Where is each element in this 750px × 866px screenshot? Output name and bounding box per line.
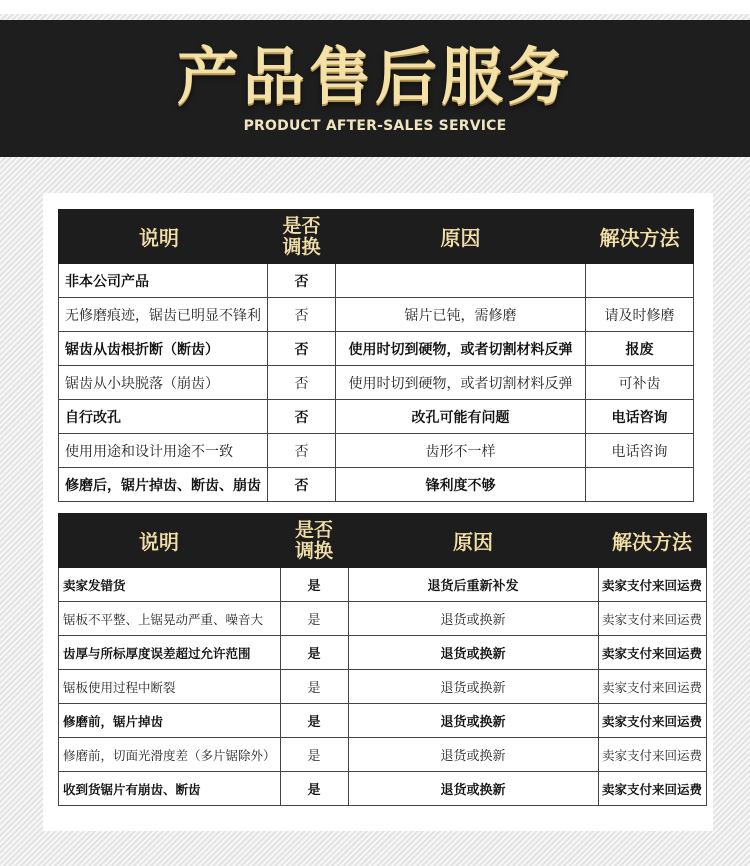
cell-exchange: 是 (280, 636, 348, 670)
cell-reason: 改孔可能有问题 (336, 400, 586, 434)
page-subtitle: PRODUCT AFTER-SALES SERVICE (243, 118, 507, 134)
cell-solution: 电话咨询 (586, 400, 694, 434)
table-row (59, 434, 694, 468)
table-row (59, 332, 694, 366)
cell-description: 修磨前，切面光滑度差（多片锯除外） (59, 738, 281, 772)
cell-solution: 请及时修磨 (586, 298, 694, 332)
cell-solution: 报废 (586, 332, 694, 366)
cell-reason: 退货或换新 (348, 670, 598, 704)
table-row (59, 400, 694, 434)
table-row (59, 468, 694, 502)
cell-exchange: 是 (280, 568, 348, 602)
cell-solution: 卖家支付来回运费 (598, 568, 706, 602)
col-header-solution: 解决方法 (586, 210, 694, 264)
cell-solution: 卖家支付来回运费 (598, 738, 706, 772)
cell-description: 修磨后，锯片掉齿、断齿、崩齿 (59, 468, 268, 502)
cell-solution: 卖家支付来回运费 (598, 602, 706, 636)
col-header-exchange: 是否调换 (280, 514, 348, 568)
table-row (59, 366, 694, 400)
table-row (59, 670, 707, 704)
table-header-row (59, 514, 707, 568)
cell-solution: 卖家支付来回运费 (598, 670, 706, 704)
table-row (59, 636, 707, 670)
table-row (59, 772, 707, 806)
header-banner (0, 20, 750, 157)
cell-solution: 卖家支付来回运费 (598, 772, 706, 806)
cell-exchange: 否 (268, 298, 336, 332)
cell-description: 非本公司产品 (59, 264, 268, 298)
col-header-description: 说明 (59, 514, 281, 568)
cell-reason: 使用时切到硬物，或者切割材料反弹 (336, 366, 586, 400)
cell-exchange: 否 (268, 332, 336, 366)
cell-solution (586, 264, 694, 298)
cell-exchange: 否 (268, 366, 336, 400)
cell-reason: 退货或换新 (348, 738, 598, 772)
cell-reason (336, 264, 586, 298)
cell-exchange: 是 (280, 670, 348, 704)
non-exchange-table (58, 209, 694, 502)
cell-solution: 可补齿 (586, 366, 694, 400)
cell-description: 卖家发错货 (59, 568, 281, 602)
col-header-solution: 解决方法 (598, 514, 706, 568)
cell-reason: 锋利度不够 (336, 468, 586, 502)
cell-description: 锯板不平整、上锯晃动严重、噪音大 (59, 602, 281, 636)
cell-exchange: 是 (280, 772, 348, 806)
cell-description: 锯板使用过程中断裂 (59, 670, 281, 704)
cell-description: 锯齿从小块脱落（崩齿） (59, 366, 268, 400)
cell-reason: 使用时切到硬物，或者切割材料反弹 (336, 332, 586, 366)
cell-solution: 卖家支付来回运费 (598, 636, 706, 670)
table-row (59, 738, 707, 772)
cell-reason: 齿形不一样 (336, 434, 586, 468)
cell-reason: 退货或换新 (348, 636, 598, 670)
cell-exchange: 否 (268, 434, 336, 468)
table-row (59, 298, 694, 332)
cell-solution: 卖家支付来回运费 (598, 704, 706, 738)
table-header-row (59, 210, 694, 264)
cell-reason: 退货或换新 (348, 704, 598, 738)
cell-exchange: 是 (280, 602, 348, 636)
table-row (59, 264, 694, 298)
cell-reason: 退货后重新补发 (348, 568, 598, 602)
cell-reason: 退货或换新 (348, 772, 598, 806)
page-title: 产品售后服务 (176, 40, 573, 113)
cell-reason: 锯片已钝，需修磨 (336, 298, 586, 332)
cell-description: 自行改孔 (59, 400, 268, 434)
table-row (59, 704, 707, 738)
cell-reason: 退货或换新 (348, 602, 598, 636)
col-header-exchange: 是否调换 (268, 210, 336, 264)
table-row (59, 602, 707, 636)
exchange-table (58, 513, 707, 806)
cell-exchange: 是 (280, 738, 348, 772)
cell-solution (586, 468, 694, 502)
cell-exchange: 是 (280, 704, 348, 738)
cell-description: 收到货锯片有崩齿、断齿 (59, 772, 281, 806)
col-header-reason: 原因 (336, 210, 586, 264)
cell-description: 修磨前，锯片掉齿 (59, 704, 281, 738)
table-row (59, 568, 707, 602)
col-header-description: 说明 (59, 210, 268, 264)
col-header-reason: 原因 (348, 514, 598, 568)
cell-exchange: 否 (268, 468, 336, 502)
cell-description: 无修磨痕迹，锯齿已明显不锋利 (59, 298, 268, 332)
cell-description: 锯齿从齿根折断（断齿） (59, 332, 268, 366)
cell-exchange: 否 (268, 264, 336, 298)
cell-exchange: 否 (268, 400, 336, 434)
top-strip (0, 0, 750, 14)
cell-solution: 电话咨询 (586, 434, 694, 468)
cell-description: 使用用途和设计用途不一致 (59, 434, 268, 468)
cell-description: 齿厚与所标厚度误差超过允许范围 (59, 636, 281, 670)
